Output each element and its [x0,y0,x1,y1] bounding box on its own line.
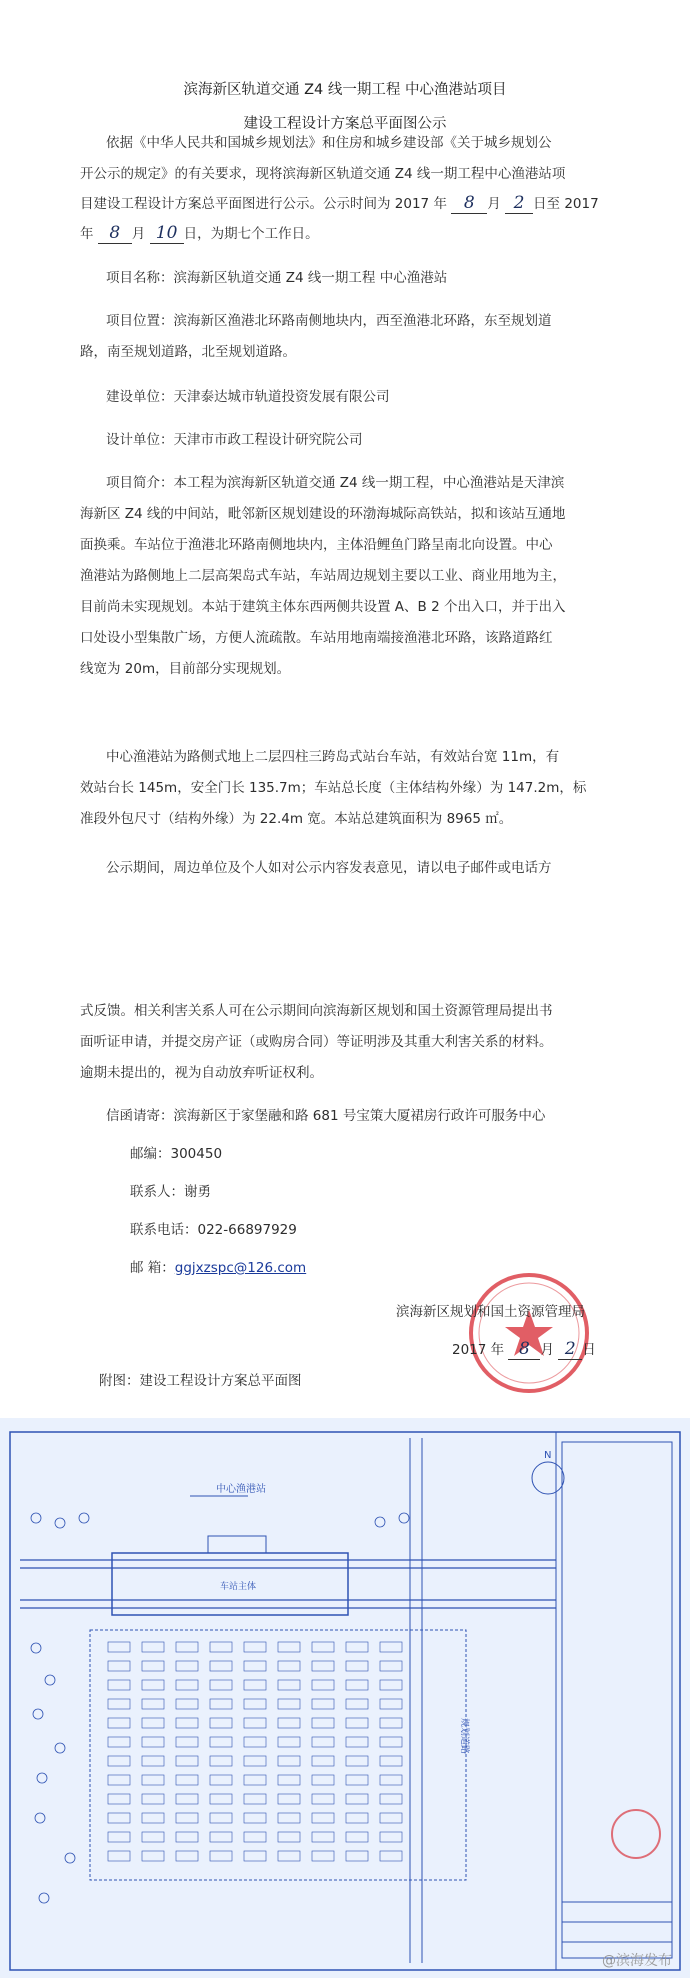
summary-line3: 面换乘。车站位于渔港北环路南侧地块内，主体沿鲤鱼门路呈南北向设置。中心 [80,537,553,553]
date-day: 2 [558,1339,582,1360]
location-line1: 项目位置：滨海新区渔港北环路南侧地块内，西至渔港北环路，东至规划道 [106,313,552,329]
intro-line4-suffix: 日，为期七个工作日。 [183,226,319,242]
document-title-line1: 滨海新区轨道交通 Z4 线一期工程 中心渔港站项目 [183,82,507,98]
summary-line7: 线宽为 20m，目前部分实现规划。 [80,661,291,677]
plan-north-label: N [544,1450,552,1461]
summary-line6: 口处设小型集散广场，方便人流疏散。车站用地南端接渔港北环路，该路道路红 [80,630,553,646]
intro-mid2: 月 [131,226,146,242]
signature-date [452,1338,596,1360]
project-name: 项目名称：滨海新区轨道交通 Z4 线一期工程 中心渔港站 [106,270,448,286]
plan-platform-label: 车站主体 [220,1582,257,1592]
summary-line1: 项目简介：本工程为滨海新区轨道交通 Z4 线一期工程，中心渔港站是天津滨 [106,475,565,491]
plan-road-label: 规划道路 [459,1718,469,1755]
date-month: 8 [508,1339,540,1360]
date-prefix: 2017 年 [452,1342,505,1358]
notice-line3: 面听证申请，并提交房产证（或购房合同）等证明涉及其重大利害关系的材料。 [80,1034,553,1050]
intro-line4 [0,217,690,252]
document-title-line2: 建设工程设计方案总平面图公示 [243,116,447,132]
station-line2: 效站台长 145m，安全门长 135.7m；车站总长度（主体结构外缘）为 147.2m，标 [80,780,587,796]
date-mid: 月 [540,1342,554,1358]
watermark: @滨海发布 [602,1953,672,1969]
summary-line2: 海新区 Z4 线的中间站，毗邻新区规划建设的环渤海城际高铁站，拟和该站互通地 [80,506,566,522]
contact: 联系人：谢勇 [130,1184,211,1200]
notice-line1: 公示期间，周边单位及个人如对公示内容发表意见，请以电子邮件或电话方 [106,860,552,876]
mail-address: 信函请寄：滨海新区于家堡融和路 681 号宝策大厦裙房行政许可服务中心 [106,1108,546,1124]
email-link[interactable]: ggjxzspc@126.com [174,1260,307,1276]
intro-line3-prefix: 目建设工程设计方案总平面图进行公示。公示时间为 2017 年 [80,196,447,212]
email-label: 邮 箱： [130,1260,175,1276]
notice-line4: 逾期未提出的，视为自动放弃听证权利。 [80,1065,323,1081]
intro-day-start: 2 [505,193,533,214]
intro-month-start: 8 [451,193,487,214]
attachment-caption: 附图：建设工程设计方案总平面图 [99,1373,302,1389]
intro-line3-suffix: 日至 2017 [533,196,599,212]
designer: 设计单位：天津市市政工程设计研究院公司 [106,432,363,448]
intro-day-end: 10 [150,223,184,244]
postcode: 邮编：300450 [130,1146,223,1162]
phone: 联系电话：022-66897929 [130,1222,297,1238]
date-suffix: 日 [582,1342,596,1358]
plan-background [0,1418,690,1978]
station-line1: 中心渔港站为路侧式地上二层四柱三跨岛式站台车站，有效站台宽 11m，有 [106,749,560,765]
plan-station-label: 中心渔港站 [216,1484,266,1495]
station-line3: 准段外包尺寸（结构外缘）为 22.4m 宽。本站总建筑面积为 8965 ㎡。 [80,811,513,827]
summary-line4: 渔港站为路侧地上二层高架岛式车站，车站周边规划主要以工业、商业用地为主， [80,568,566,584]
site-plan-drawing [0,1418,690,1978]
summary-line5: 目前尚未实现规划。本站于建筑主体东西两侧共设置 A、B 2 个出入口，并于出入 [80,599,566,615]
location-line2: 路，南至规划道路，北至规划道路。 [80,344,296,360]
notice-line2: 式反馈。相关利害关系人可在公示期间向滨海新区规划和国土资源管理局提出书 [80,1003,553,1019]
builder: 建设单位：天津泰达城市轨道投资发展有限公司 [106,389,390,405]
intro-line1: 依据《中华人民共和国城乡规划法》和住房和城乡建设部《关于城乡规划公 [106,135,552,151]
intro-line2: 开公示的规定》的有关要求，现将滨海新区轨道交通 Z4 线一期工程中心渔港站项 [80,166,566,182]
signature: 滨海新区规划和国土资源管理局 [396,1304,585,1320]
intro-month-end: 8 [98,223,132,244]
intro-month-mid: 月 [487,196,501,212]
intro-line4-prefix: 年 [80,226,94,242]
